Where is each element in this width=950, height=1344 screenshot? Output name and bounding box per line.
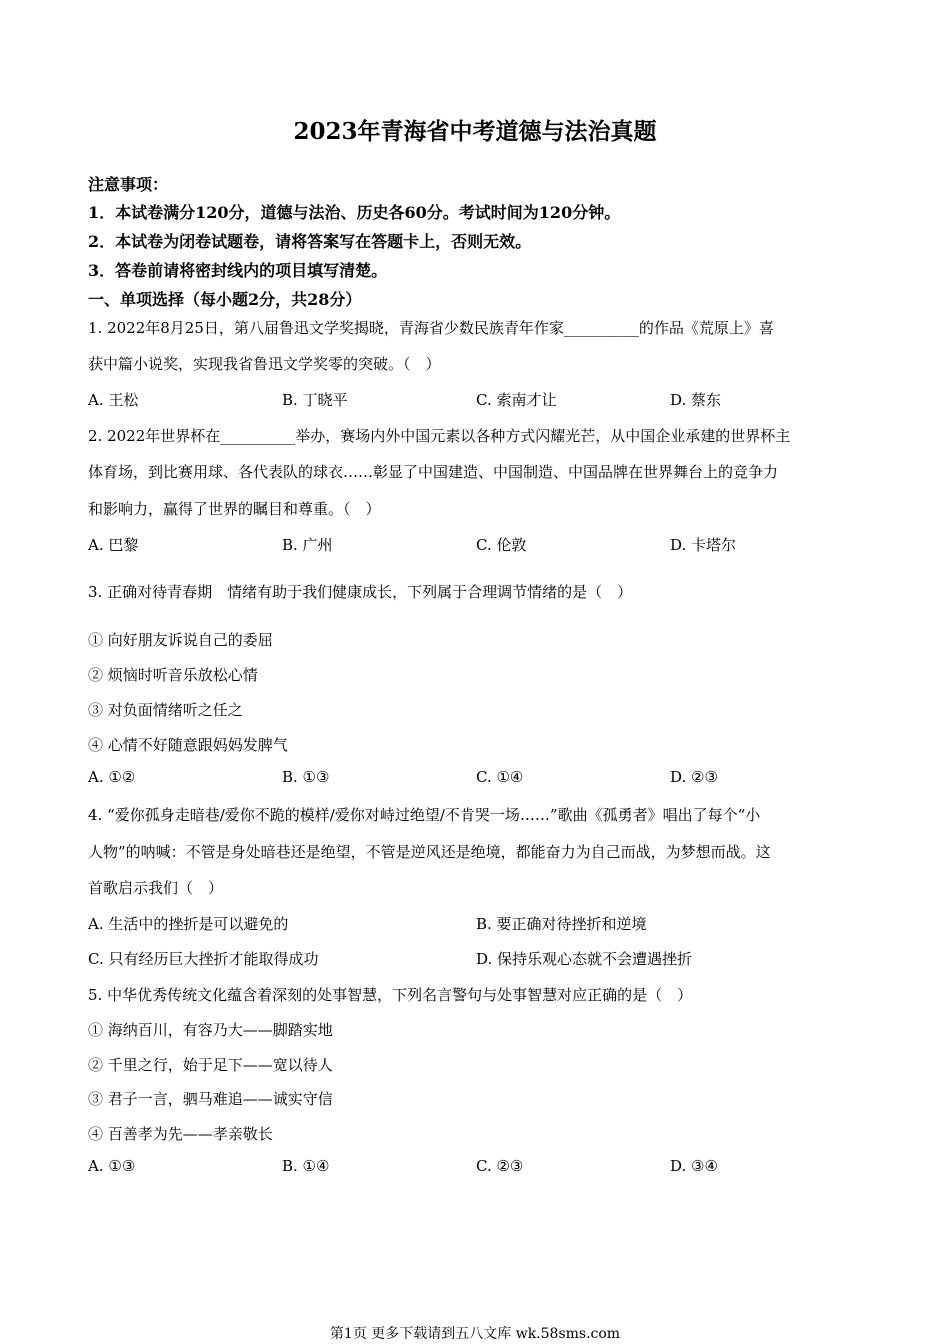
question-2-option-d: D. 卡塔尔	[670, 536, 737, 554]
question-1-line: 1. 2022年8月25日，第八届鲁迅文学奖揭晓，青海省少数民族青年作家__________的作品《荒原上》喜	[88, 319, 774, 337]
notice-item: 2．本试卷为闭卷试题卷，请将答案写在答题卡上，否则无效。	[88, 232, 532, 251]
question-5-item: ① 海纳百川，有容乃大——脚踏实地	[88, 1021, 333, 1039]
question-2-option-c: C. 伦敦	[476, 536, 527, 554]
question-3-item: ② 烦恼时听音乐放松心情	[88, 666, 258, 684]
question-5-item: ② 千里之行，始于足下——宽以待人	[88, 1056, 333, 1074]
question-3-item: ③ 对负面情绪听之任之	[88, 701, 243, 719]
question-2-option-a: A. 巴黎	[88, 536, 139, 554]
question-4-option-a: A. 生活中的挫折是可以避免的	[88, 915, 289, 933]
question-2-line: 和影响力，赢得了世界的瞩目和尊重。（ ）	[88, 500, 381, 518]
question-5-item: ④ 百善孝为先——孝亲敬长	[88, 1125, 273, 1143]
question-4-option-d: D. 保持乐观心态就不会遭遇挫折	[476, 950, 693, 968]
page-title: 2023年青海省中考道德与法治真题	[293, 118, 657, 145]
question-3-item: ① 向好朋友诉说自己的委屈	[88, 631, 273, 649]
question-2-line: 2. 2022年世界杯在__________举办，赛场内外中国元素以各种方式闪耀光芒，从中国企业承建的世界杯主	[88, 427, 791, 445]
question-3-option-d: D. ②③	[670, 768, 718, 786]
question-4-line: 首歌启示我们（ ）	[88, 879, 224, 897]
question-5-option-c: C. ②③	[476, 1157, 524, 1175]
question-3-option-b: B. ①③	[282, 768, 330, 786]
question-4-option-b: B. 要正确对待挫折和逆境	[476, 915, 647, 933]
question-3-option-c: C. ①④	[476, 768, 524, 786]
question-5-option-a: A. ①③	[88, 1157, 136, 1175]
question-1-option-a: A. 王松	[88, 391, 139, 409]
question-2-option-b: B. 广州	[282, 536, 333, 554]
section-heading: 一、单项选择（每小题2分，共28分）	[88, 290, 362, 309]
question-5-option-b: B. ①④	[282, 1157, 330, 1175]
notice-heading: 注意事项：	[88, 175, 169, 194]
question-1-option-b: B. 丁晓平	[282, 391, 348, 409]
question-3-item: ④ 心情不好随意跟妈妈发脾气	[88, 736, 288, 754]
question-1-option-d: D. 蔡东	[670, 391, 722, 409]
notice-item: 1．本试卷满分120分，道德与法治、历史各60分。考试时间为120分钟。	[88, 203, 621, 222]
question-5-option-d: D. ③④	[670, 1157, 718, 1175]
question-3-line: 3. 正确对待青春期 情绪有助于我们健康成长，下列属于合理调节情绪的是（ ）	[88, 583, 633, 601]
page-footer: 第1页 更多下载请到五八文库 wk.58sms.com	[329, 1326, 621, 1342]
notice-item: 3．答卷前请将密封线内的项目填写清楚。	[88, 261, 388, 280]
question-5-line: 5. 中华优秀传统文化蕴含着深刻的处事智慧，下列名言警句与处事智慧对应正确的是（ ）	[88, 986, 693, 1004]
question-1-option-c: C. 索南才让	[476, 391, 557, 409]
question-2-line: 体育场，到比赛用球、各代表队的球衣……彰显了中国建造、中国制造、中国品牌在世界舞台上的竞争力	[88, 463, 779, 481]
question-4-line: 4. “爱你孤身走暗巷/爱你不跪的模样/爱你对峙过绝望/不肯哭一场……”歌曲《孤勇者》唱出了每个“小	[88, 806, 761, 824]
question-4-option-c: C. 只有经历巨大挫折才能取得成功	[88, 950, 319, 968]
question-1-line: 获中篇小说奖，实现我省鲁迅文学奖零的突破。（ ）	[88, 355, 441, 373]
question-3-option-a: A. ①②	[88, 768, 136, 786]
question-4-line: 人物”的呐喊：不管是身处暗巷还是绝望，不管是逆风还是绝境，都能奋力为自己而战，为梦想而战。这	[88, 843, 771, 861]
question-5-item: ③ 君子一言，驷马难追——诚实守信	[88, 1090, 333, 1108]
